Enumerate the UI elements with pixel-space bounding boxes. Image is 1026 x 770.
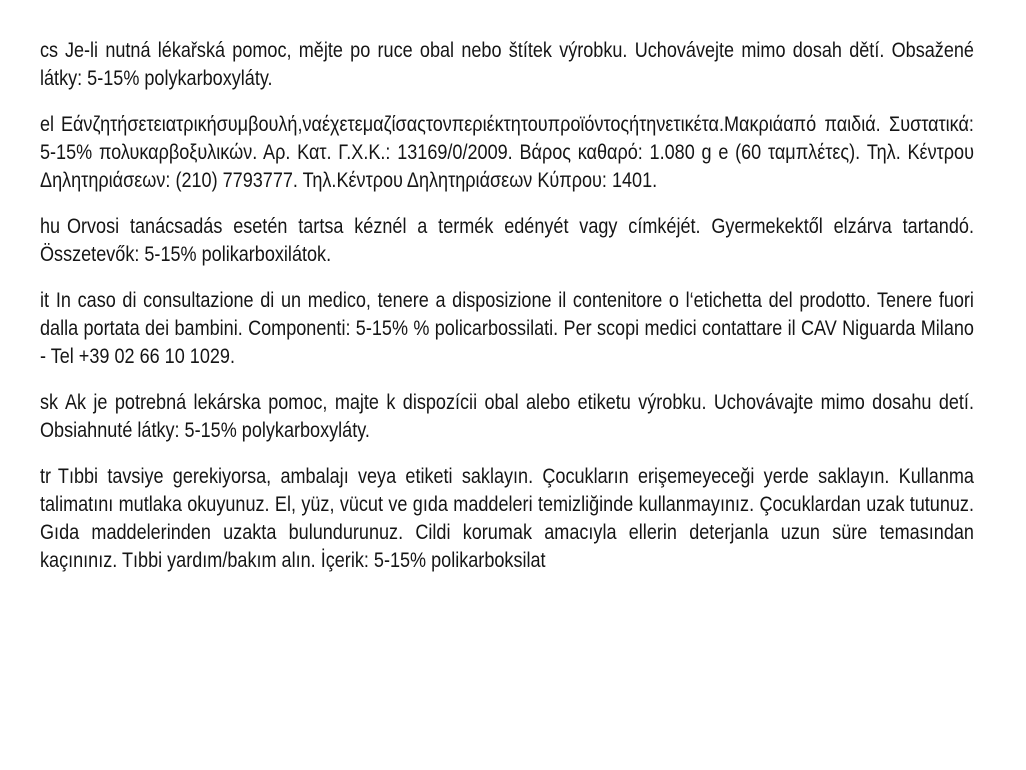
language-code: tr: [40, 465, 52, 488]
paragraph-it: [40, 287, 974, 371]
paragraph-text: In caso di consultazione di un medico, tenere a disposizione il contenitore o l‘etichetta del prodotto. Tenere fuori dalla portata dei bambini. Componenti: 5-15% % policarbossilati. Per scopi medici contattare il CAV Niguarda Milano - Tel +39 02 66 10 1029.: [40, 289, 974, 368]
language-code: cs: [40, 39, 59, 62]
paragraph-text: Je-li nutná lékařská pomoc, mějte po ruce obal nebo štítek výrobku. Uchovávejte mimo dosah dětí. Obsažené látky: 5-15% polykarboxyláty.: [40, 39, 974, 90]
language-code: hu: [40, 215, 61, 238]
paragraph-cs: [40, 37, 974, 93]
language-code: sk: [40, 391, 59, 414]
multilingual-label-text: [40, 37, 990, 593]
paragraph-text: Orvosi tanácsadás esetén tartsa kéznél a termék edényét vagy címkéjét. Gyermekektől elzárva tartandó. Összetevők: 5-15% polikarboxilátok.: [40, 215, 990, 266]
paragraph-sk: [40, 389, 974, 445]
paragraph-hu: [40, 213, 990, 269]
paragraph-tr: [40, 463, 974, 575]
paragraph-text: Tıbbi tavsiye gerekiyorsa, ambalajı veya etiketi saklayın. Çocukların erişemeyeceği yerde saklayın. Kullanma talimatını mutlaka okuyunuz. El, yüz, vücut ve gıda maddeleri temizliğinde kullanmayınız. Çocuklardan uzak tutunuz. Gıda maddelerinden uzakta bulundurunuz. Cildi korumak amacıyla ellerin deterjanla uzun süre temasından kaçınınız. Tıbbi yardım/bakım alın. İçerik: 5-15% polikarboksilat: [40, 465, 974, 572]
language-code: it: [40, 289, 50, 312]
paragraph-text: Ak je potrebná lekárska pomoc, majte k dispozícii obal alebo etiketu výrobku. Uchovávajte mimo dosahu detí. Obsiahnuté látky: 5-15% polykarboxyláty.: [40, 391, 974, 442]
language-code: el: [40, 113, 55, 136]
paragraph-el: [40, 111, 974, 195]
paragraph-text: Εάνζητήσετειατρικήσυμβουλή,ναέχετεμαζίσαςτονπεριέκτητουπροϊόντοςήτηνετικέτα.Μακριάαπό παιδιά. Συστατικά: 5-15% πολυκαρβοξυλικών. Αρ. Κατ. Γ.Χ.Κ.: 13169/0/2009. Βάρος καθαρό: 1.080 g e (60 ταμπλέτες). Τηλ. Κέντρου Δηλητηριάσεων: (210) 7793777. Τηλ.Κέντρου Δηλητηριάσεων Κύπρου: 1401.: [40, 113, 974, 192]
